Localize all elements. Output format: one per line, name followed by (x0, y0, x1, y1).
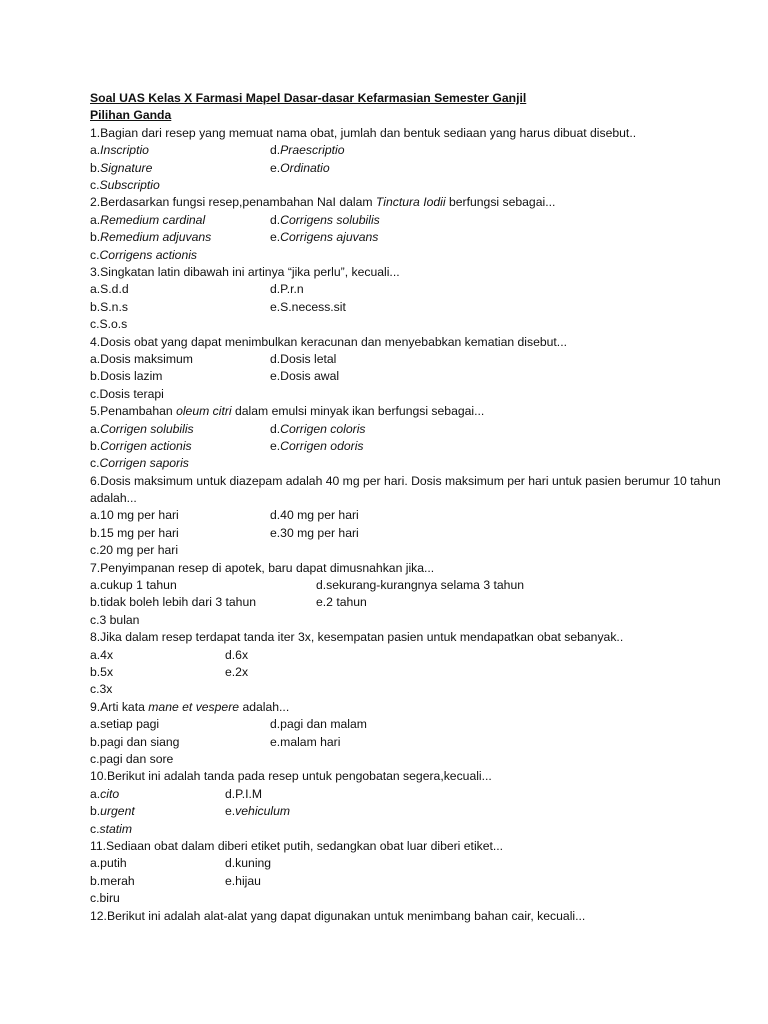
answer-options-row (90, 160, 750, 177)
text-run: a.setiap pagi (90, 717, 160, 732)
text-run: e.2 tahun (316, 595, 367, 610)
answer-option (90, 664, 225, 681)
text-run: a.S.d.d (90, 282, 129, 297)
answer-option (90, 247, 197, 264)
text-run: a. (90, 212, 101, 227)
text-run: d. (270, 212, 281, 227)
answer-option (90, 577, 316, 594)
text-run: d.pagi dan malam (270, 717, 367, 732)
answer-option (270, 351, 336, 368)
answer-option (90, 421, 270, 438)
text-run: b.15 mg per hari (90, 525, 179, 540)
italic-text: Corrigens solubilis (280, 212, 380, 227)
answer-option (316, 594, 367, 611)
text-run: e. (270, 438, 281, 453)
answer-option (90, 142, 270, 159)
text-run: d.40 mg per hari (270, 508, 359, 523)
text-run: a.Dosis maksimum (90, 351, 193, 366)
answer-option (270, 160, 330, 177)
question-text (90, 194, 750, 211)
answer-options-row (90, 786, 750, 803)
text-run: e.malam hari (270, 734, 341, 749)
text-run: b.merah (90, 873, 135, 888)
answer-options-row (90, 316, 750, 333)
text-run: b. (90, 230, 101, 245)
answer-option (270, 734, 340, 751)
question-text (90, 264, 750, 281)
text-run: e. (270, 160, 281, 175)
italic-text: Subscriptio (99, 177, 160, 192)
answer-options-row (90, 716, 750, 733)
italic-text: Corrigens actionis (99, 247, 198, 262)
text-run: e. (225, 804, 236, 819)
text-run: d.kuning (225, 856, 272, 871)
answer-options-row (90, 577, 750, 594)
text-run: 8.Jika dalam resep terdapat tanda iter 3x, kesempatan pasien untuk mendapatkan obat sebanyak.. (90, 630, 624, 645)
answer-options-row (90, 890, 750, 907)
italic-text: statim (99, 821, 132, 836)
answer-option (225, 873, 261, 890)
text-run: c.3 bulan (90, 612, 140, 627)
answer-option (270, 438, 364, 455)
text-run: 11.Sediaan obat dalam diberi etiket putih, sedangkan obat luar diberi etiket... (90, 838, 504, 853)
answer-option (90, 594, 316, 611)
answer-option (270, 525, 359, 542)
answer-option (90, 299, 270, 316)
answer-option (225, 786, 262, 803)
text-run: 4.Dosis obat yang dapat menimbulkan keracunan dan menyebabkan kematian disebut... (90, 334, 567, 349)
answer-options-row (90, 873, 750, 890)
answer-options-row (90, 681, 750, 698)
italic-text: Corrigen coloris (280, 421, 366, 436)
text-run: 5.Penambahan (90, 404, 177, 419)
text-run: b.Dosis lazim (90, 369, 163, 384)
text-run: b.5x (90, 665, 114, 680)
text-run: a.cukup 1 tahun (90, 578, 177, 593)
answer-option (90, 316, 127, 333)
answer-options-row (90, 142, 750, 159)
text-run: 12.Berikut ini adalah alat-alat yang dapat digunakan untuk menimbang bahan cair, kecuali... (90, 908, 586, 923)
text-run: a.putih (90, 856, 127, 871)
answer-option (90, 873, 225, 890)
italic-text: urgent (100, 804, 135, 819)
answer-option (90, 734, 270, 751)
answer-options-row (90, 455, 750, 472)
italic-text: Corrigen odoris (280, 438, 364, 453)
answer-option (90, 681, 112, 698)
answer-options-row (90, 734, 750, 751)
text-run: e.Dosis awal (270, 369, 340, 384)
answer-options-row (90, 177, 750, 194)
text-run: 2.Berdasarkan fungsi resep,penambahan NaI dalam (90, 195, 376, 210)
text-run: e.hijau (225, 873, 261, 888)
question-list (90, 125, 750, 925)
text-run: 6.Dosis maksimum untuk diazepam adalah 40 mg per hari. Dosis maksimum per hari untuk pasien berumur 10 tahun adalah... (90, 473, 721, 506)
exam-page (90, 90, 750, 925)
answer-option (225, 664, 248, 681)
answer-options-row (90, 281, 750, 298)
text-run: b. (90, 438, 101, 453)
answer-options-row (90, 212, 750, 229)
answer-option (90, 455, 189, 472)
text-run: b. (90, 160, 101, 175)
italic-text: Corrigen saporis (99, 456, 189, 471)
text-run: c.S.o.s (90, 317, 128, 332)
answer-option (90, 803, 225, 820)
answer-option (90, 177, 160, 194)
answer-option (90, 229, 270, 246)
answer-option (90, 386, 164, 403)
question-text (90, 334, 750, 351)
question-text (90, 699, 750, 716)
answer-options-row (90, 594, 750, 611)
text-run: c.Dosis terapi (90, 386, 164, 401)
italic-text: vehiculum (235, 804, 291, 819)
answer-options-row (90, 368, 750, 385)
text-run: c.pagi dan sore (90, 752, 174, 766)
question-text (90, 768, 750, 785)
answer-option (90, 542, 178, 559)
text-run: d.6x (225, 647, 249, 662)
text-run: 9.Arti kata (90, 699, 149, 714)
text-run: a.10 mg per hari (90, 508, 179, 523)
text-run: d.P.r.n (270, 282, 304, 297)
text-run: 1.Bagian dari resep yang memuat nama obat, jumlah dan bentuk sediaan yang harus dibuat disebut.. (90, 125, 637, 140)
question-text (90, 908, 750, 925)
text-run: e. (270, 230, 281, 245)
text-run: 10.Berikut ini adalah tanda pada resep untuk pengobatan segera,kecuali... (90, 769, 492, 784)
text-run: e.S.necess.sit (270, 299, 346, 314)
text-run: 3.Singkatan latin dibawah ini artinya “jika perlu”, kecuali... (90, 264, 400, 279)
italic-text: Corrigens ajuvans (280, 230, 379, 245)
answer-options-row (90, 507, 750, 524)
answer-option (270, 229, 378, 246)
italic-text: Tinctura Iodii (375, 195, 446, 210)
text-run: d.Dosis letal (270, 351, 337, 366)
answer-option (90, 507, 270, 524)
text-run: e.30 mg per hari (270, 525, 359, 540)
answer-option (225, 803, 290, 820)
answer-options-row (90, 612, 750, 629)
answer-option (90, 351, 270, 368)
answer-options-row (90, 803, 750, 820)
text-run: c.biru (90, 891, 120, 906)
answer-options-row (90, 299, 750, 316)
answer-option (90, 647, 225, 664)
answer-option (90, 212, 270, 229)
answer-option (90, 281, 270, 298)
italic-text: cito (100, 786, 120, 801)
italic-text: Corrigen solubilis (100, 421, 194, 436)
text-run: dalam emulsi minyak ikan berfungsi sebagai... (231, 404, 485, 419)
answer-option (316, 577, 524, 594)
text-run: a. (90, 786, 101, 801)
question-text (90, 560, 750, 577)
italic-text: mane et vespere (148, 699, 240, 714)
italic-text: Praescriptio (280, 143, 345, 158)
text-run: adalah... (239, 699, 290, 714)
answer-option (90, 751, 173, 768)
text-run: d. (270, 143, 281, 158)
italic-text: Remedium cardinal (100, 212, 206, 227)
text-run: d.P.I.M (225, 786, 263, 801)
answer-options-row (90, 247, 750, 264)
answer-option (270, 507, 359, 524)
answer-option (225, 855, 271, 872)
text-run: 7.Penyimpanan resep di apotek, baru dapat dimusnahkan jika... (90, 560, 435, 575)
answer-option (270, 212, 380, 229)
text-run: e.2x (225, 665, 249, 680)
answer-options-row (90, 855, 750, 872)
answer-options-row (90, 351, 750, 368)
text-run: a. (90, 143, 101, 158)
answer-option (90, 438, 270, 455)
answer-options-row (90, 386, 750, 403)
italic-text: Remedium adjuvans (100, 230, 212, 245)
answer-option (90, 890, 120, 907)
italic-text: Ordinatio (280, 160, 330, 175)
text-run: d. (270, 421, 281, 436)
answer-option (90, 716, 270, 733)
question-text (90, 125, 750, 142)
text-run: c. (90, 247, 100, 262)
question-text (90, 473, 750, 508)
question-text (90, 403, 750, 420)
section-heading: Pilihan Ganda (90, 108, 172, 123)
answer-option (270, 299, 346, 316)
answer-options-row (90, 647, 750, 664)
answer-option (270, 368, 339, 385)
answer-options-row (90, 821, 750, 838)
answer-option (90, 855, 225, 872)
answer-options-row (90, 525, 750, 542)
question-text (90, 629, 750, 646)
text-run: b.tidak boleh lebih dari 3 tahun (90, 595, 257, 610)
text-run: c.20 mg per hari (90, 543, 179, 558)
answer-option (270, 421, 366, 438)
answer-option (270, 281, 304, 298)
text-run: c. (90, 456, 100, 471)
answer-option (90, 786, 225, 803)
answer-option (90, 821, 132, 838)
text-run: a. (90, 421, 101, 436)
answer-option (270, 142, 345, 159)
text-run: b. (90, 804, 101, 819)
answer-options-row (90, 751, 750, 768)
answer-option (270, 716, 367, 733)
italic-text: Signature (100, 160, 153, 175)
text-run: b.pagi dan siang (90, 734, 180, 749)
italic-text: Corrigen actionis (100, 438, 192, 453)
answer-options-row (90, 542, 750, 559)
text-run: berfungsi sebagai... (445, 195, 556, 210)
answer-option (90, 160, 270, 177)
text-run: c. (90, 821, 100, 836)
answer-option (90, 612, 139, 629)
answer-option (90, 368, 270, 385)
answer-option (90, 525, 270, 542)
text-run: d.sekurang-kurangnya selama 3 tahun (316, 578, 524, 593)
italic-text: Inscriptio (100, 143, 149, 158)
text-run: a.4x (90, 647, 114, 662)
document-title: Soal UAS Kelas X Farmasi Mapel Dasar-dasar Kefarmasian Semester Ganjil (90, 91, 527, 105)
text-run: c.3x (90, 682, 113, 697)
answer-options-row (90, 438, 750, 455)
answer-options-row (90, 229, 750, 246)
answer-option (225, 647, 248, 664)
question-text (90, 838, 750, 855)
italic-text: oleum citri (176, 404, 232, 419)
text-run: c. (90, 177, 100, 192)
text-run: b.S.n.s (90, 299, 128, 314)
answer-options-row (90, 421, 750, 438)
answer-options-row (90, 664, 750, 681)
